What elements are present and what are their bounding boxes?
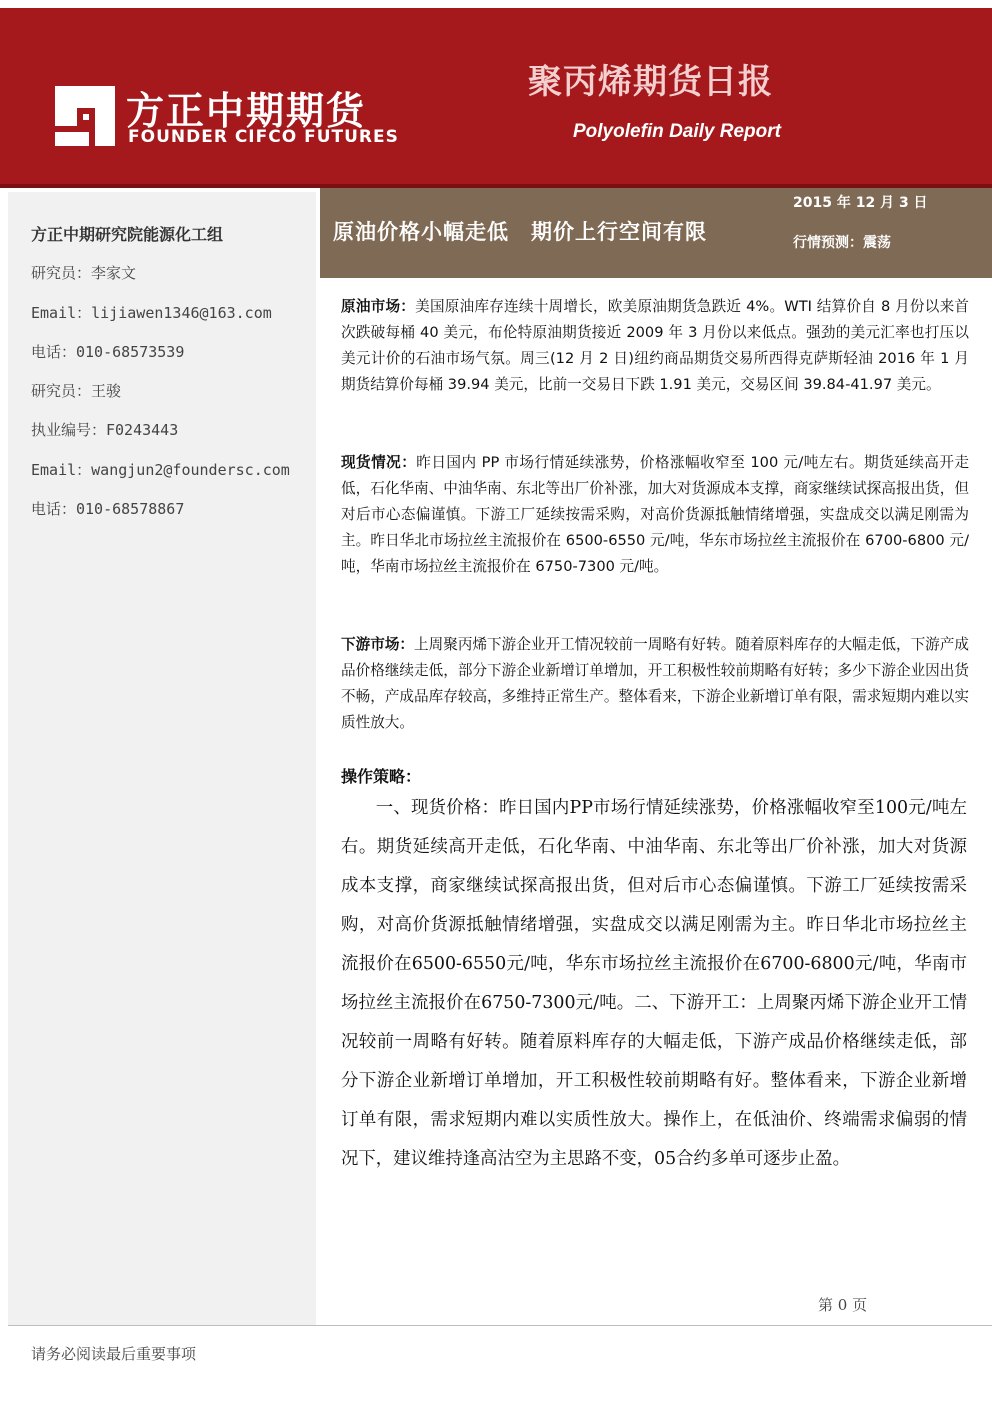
researcher-name: 研究员：王骏	[31, 382, 122, 400]
report-title-cn: 聚丙烯期货日报	[528, 62, 773, 102]
researcher-phone: 电话：010-68578867	[31, 500, 185, 518]
section-text: 昨日国内 PP 市场行情延续涨势，价格涨幅收窄至 100 元/吨左右。期货延续高开走低，石化华南、中油华南、东北等出厂价补涨，加大对货源成本支撑，商家继续试探高报出货，但对后市心态偏谨慎。下游工厂延续按需采购，对高价货源抵触情绪增强，实盘成交以满足刚需为主。昨日华北市场拉丝主流报价在 6500-6550 元/吨，华东市场拉丝主流报价在 6700-6800 元/吨，华南市场拉丝主流报价在 6750-7300 元/吨。	[341, 454, 969, 575]
researcher-email[interactable]: Email：wangjun2@foundersc.com	[31, 461, 290, 479]
strategy-text: 一、现货价格：昨日国内PP市场行情延续涨势，价格涨幅收窄至100元/吨左右。期货延续高开走低，石化华南、中油华南、东北等出厂价补涨，加大对货源成本支撑，商家继续试探高报出货，但对后市心态偏谨慎。下游工厂延续按需采购，对高价货源抵触情绪增强，实盘成交以满足刚需为主。昨日华北市场拉丝主流报价在6500-6550元/吨，华东市场拉丝主流报价在6700-6800元/吨，华南市场拉丝主流报价在6750-7300元/吨。二、下游开工：上周聚丙烯下游企业开工情况较前一周略有好转。随着原料库存的大幅走低，下游产成品价格继续走低，部分下游企业新增订单增加，开工积极性较前期略有好。整体看来，下游企业新增订单有限，需求短期内难以实质性放大。操作上，在低油价、终端需求偏弱的情况下，建议维持逢高沽空为主思路不变，05合约多单可逐步止盈。	[341, 798, 967, 1169]
page-number: 第 0 页	[818, 1296, 868, 1314]
company-name-cn: 方正中期期货	[126, 89, 367, 133]
researcher-email[interactable]: Email：lijiawen1346@163.com	[31, 304, 272, 322]
section-label: 现货情况：	[341, 454, 417, 471]
disclaimer-note: 请务必阅读最后重要事项	[31, 1345, 197, 1363]
research-group: 方正中期研究院能源化工组	[31, 225, 224, 244]
section-text: 美国原油库存连续十周增长，欧美原油期货急跌近 4%。WTI 结算价自 8 月份以来首次跌破每桶 40 美元，布伦特原油期货接近 2009 年 3 月份以来低点。强劲的美元汇率也打压以美元计价的石油市场气氛。周三(12 月 2 日)纽约商品期货交易所西得克萨斯轻油 2016 年 1 月期货结算价每桶 39.94 美元，比前一交易日下跌 1.91 美元，交易区间 39.84-41.97 美元。	[341, 298, 969, 393]
license-number: 执业编号：F0243443	[31, 421, 179, 439]
footer-divider	[8, 1325, 992, 1326]
report-date: 2015 年 12 月 3 日	[793, 195, 928, 211]
strategy-heading: 操作策略：	[341, 767, 422, 786]
report-title-en: Polyolefin Daily Report	[573, 121, 781, 142]
section-label: 下游市场：	[341, 636, 415, 653]
company-name-en: FOUNDER CIFCO FUTURES	[128, 127, 399, 147]
headline: 原油价格小幅走低 期价上行空间有限	[333, 220, 707, 244]
section-downstream	[341, 632, 969, 736]
section-crude-oil	[341, 294, 969, 398]
researcher-name: 研究员：李家文	[31, 264, 137, 282]
researcher-phone: 电话：010-68573539	[31, 343, 185, 361]
section-text: 上周聚丙烯下游企业开工情况较前一周略有好转。随着原料库存的大幅走低，下游产成品价格继续走低，部分下游企业新增订单增加，开工积极性较前期略有好转；多少下游企业因出货不畅，产成品库存较高，多维持正常生产。整体看来，下游企业新增订单有限，需求短期内难以实质性放大。	[341, 636, 969, 731]
founder-logo-icon	[55, 86, 115, 146]
section-label: 原油市场：	[341, 298, 416, 315]
section-spot	[341, 450, 969, 580]
market-forecast: 行情预测：震荡	[793, 235, 891, 251]
